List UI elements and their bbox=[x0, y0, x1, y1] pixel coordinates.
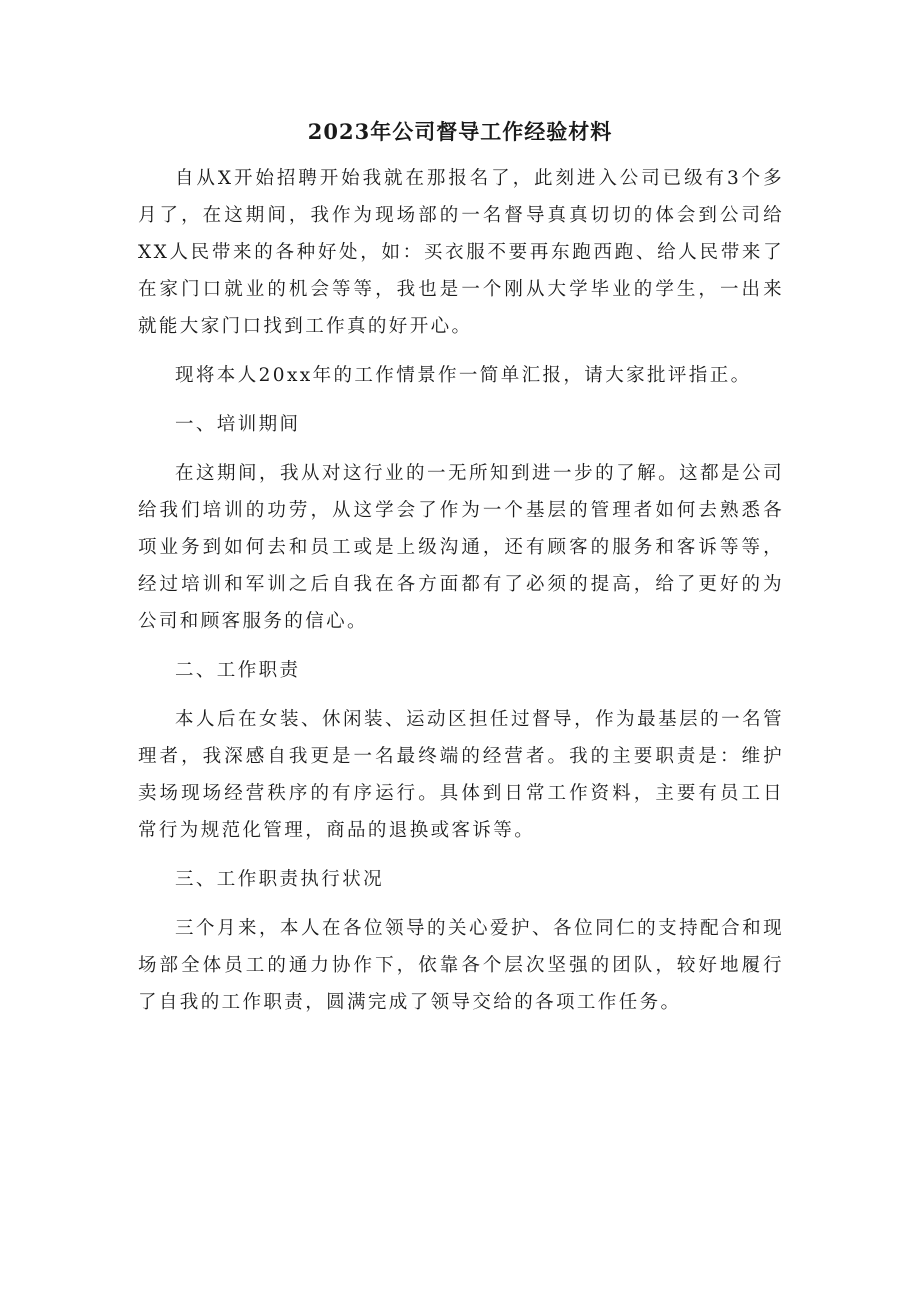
section-heading-duties: 二、工作职责 bbox=[175, 660, 301, 681]
section-heading-training: 一、培训期间 bbox=[175, 414, 301, 435]
document-title: 2023年公司督导工作经验材料 bbox=[307, 119, 613, 144]
document-body bbox=[138, 160, 784, 1033]
paragraph-duties: 本人后在女装、休闲装、运动区担任过督导，作为最基层的一名管理者，我深感自我更是一名最终端的经营者。我的主要职责是：维护卖场现场经营秩序的有序运行。具体到日常工作资料，主要有员工日常行为规范化管理，商品的退换或客诉等。 bbox=[138, 709, 784, 841]
section-heading-execution: 三、工作职责执行状况 bbox=[175, 869, 385, 890]
paragraph-report: 现将本人20xx年的工作情景作一简单汇报，请大家批评指正。 bbox=[175, 365, 752, 386]
paragraph-training: 在这期间，我从对这行业的一无所知到进一步的了解。这都是公司给我们培训的功劳，从这学会了作为一个基层的管理者如何去熟悉各项业务到如何去和员工或是上级沟通，还有顾客的服务和客诉等等，经过培训和军训之后自我在各方面都有了必须的提高，给了更好的为公司和顾客服务的信心。 bbox=[138, 463, 784, 632]
paragraph-execution: 三个月来，本人在各位领导的关心爱护、各位同仁的支持配合和现场部全体员工的通力协作下，依靠各个层次坚强的团队，较好地履行了自我的工作职责，圆满完成了领导交给的各项工作任务。 bbox=[138, 918, 784, 1013]
paragraph-intro: 自从X开始招聘开始我就在那报名了，此刻进入公司已级有3个多月了，在这期间，我作为现场部的一名督导真真切切的体会到公司给XX人民带来的各种好处，如：买衣服不要再东跑西跑、给人民带来了在家门口就业的机会等等，我也是一个刚从大学毕业的学生，一出来就能大家门口找到工作真的好开心。 bbox=[138, 168, 784, 337]
